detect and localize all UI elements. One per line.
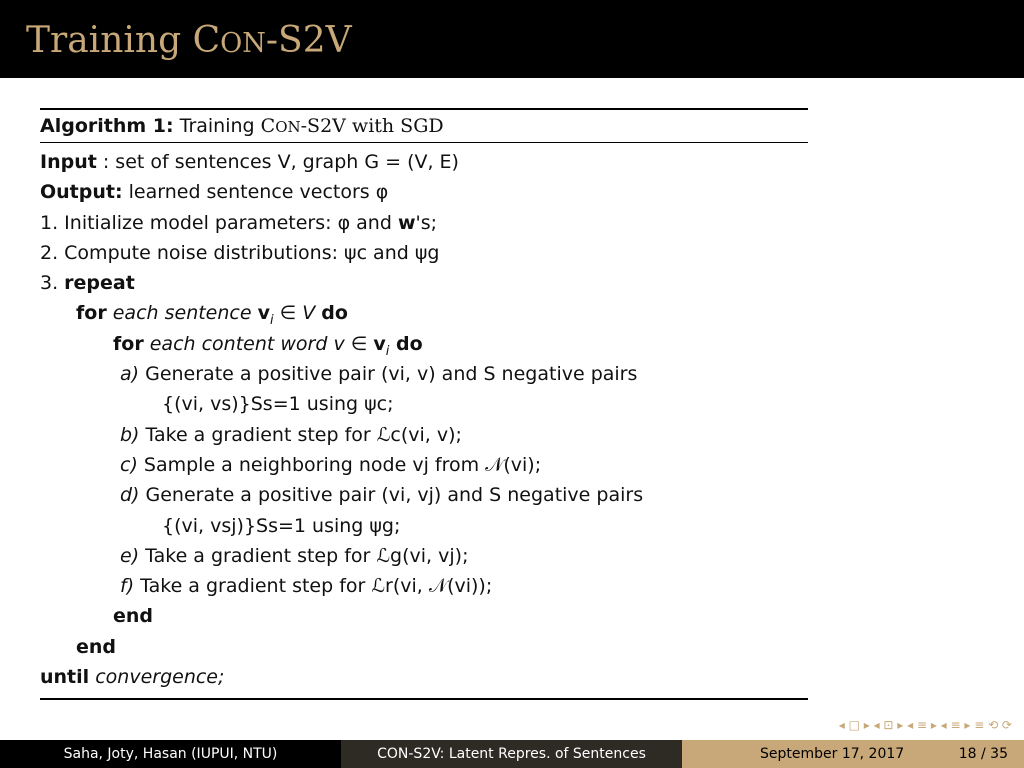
algorithm-caption-rule	[40, 142, 808, 143]
step-b-text: Take a gradient step for ℒc(vi, v);	[139, 423, 462, 446]
algo-step-1	[40, 208, 808, 238]
output-text: learned sentence vectors φ	[122, 181, 389, 204]
step-d-label: d)	[120, 484, 140, 507]
algorithm-box	[40, 108, 808, 700]
for1-keyword: for	[76, 302, 107, 325]
algo-step-c	[40, 450, 808, 480]
title-prefix: Training	[26, 20, 193, 61]
title-sc-on: ON	[220, 28, 266, 59]
beamer-nav-symbols[interactable]: ◂ □ ▸ ◂ ⊡ ▸ ◂ ≡ ▸ ◂ ≡ ▸ ≡ ⟲ ⟳	[838, 718, 1012, 732]
title-sc-C: C	[192, 20, 221, 61]
for1-tail: ∈ V	[273, 302, 322, 325]
for1-body: each sentence	[106, 302, 258, 325]
caption-sc-C: C	[260, 115, 276, 137]
step-d-text: Generate a positive pair (vi, vj) and S negative pairs	[139, 484, 644, 507]
step-b-label: b)	[120, 423, 140, 446]
step-f-text: Take a gradient step for ℒr(vi, 𝒩(vi));	[134, 575, 493, 598]
algo-for-word	[40, 329, 808, 359]
for2-sub: i	[385, 343, 390, 359]
step3-num: 3.	[40, 272, 65, 295]
for1-do: do	[321, 302, 348, 325]
for2-var: v	[373, 332, 386, 355]
algo-step-2: 2. Compute noise distributions: ψc and ψg	[40, 241, 440, 264]
algo-end-outer: end	[76, 635, 117, 658]
repeat-keyword: repeat	[64, 272, 135, 295]
for1-var: v	[257, 302, 270, 325]
step-e-label: e)	[120, 544, 140, 567]
caption-text-prefix: Training	[173, 115, 261, 137]
algo-step-d-cont: {(vi, vsj)}Ss=1 using ψg;	[162, 514, 401, 537]
step1-prefix: 1. Initialize model parameters: φ and	[40, 211, 398, 234]
step-a-text: Generate a positive pair (vi, v) and S negative pairs	[139, 363, 638, 386]
caption-text-suffix: -S2V with SGD	[300, 115, 444, 137]
output-label: Output:	[40, 181, 123, 204]
algo-input-line	[40, 147, 808, 177]
footer-page-number: 18 / 35	[958, 746, 1008, 762]
step-e-text: Take a gradient step for ℒg(vi, vj);	[139, 544, 469, 567]
algo-output-line	[40, 177, 808, 207]
caption-label: Algorithm 1:	[40, 115, 174, 137]
algo-until	[40, 662, 808, 692]
for2-do: do	[389, 332, 423, 355]
algorithm-bottom-rule	[40, 698, 808, 700]
footer-date: September 17, 2017	[760, 746, 905, 762]
algorithm-caption	[40, 110, 808, 142]
algo-step-e	[40, 541, 808, 571]
slide-title	[26, 20, 352, 61]
step-c-label: c)	[120, 453, 138, 476]
title-suffix: -S2V	[265, 20, 352, 61]
until-keyword: until	[40, 666, 90, 689]
input-text: : set of sentences V, graph G = (V, E)	[96, 151, 459, 173]
until-text: convergence;	[89, 666, 225, 689]
step-f-label: f)	[120, 575, 135, 598]
for2-body: each content word v ∈	[143, 332, 374, 355]
step1-suffix: 's;	[415, 211, 438, 234]
algo-end-inner: end	[113, 605, 154, 628]
slide-header	[0, 0, 1024, 78]
algo-step-a	[40, 359, 808, 389]
step1-bold: w	[397, 211, 416, 234]
for1-sub: i	[269, 313, 274, 329]
footer-authors: Saha, Joty, Hasan (IUPUI, NTU)	[0, 740, 341, 768]
footer-short-title: CON-S2V: Latent Repres. of Sentences	[341, 740, 682, 768]
algo-step-3	[40, 268, 808, 298]
step-a-label: a)	[120, 363, 140, 386]
footer-right	[682, 740, 1024, 768]
algo-step-b	[40, 420, 808, 450]
caption-sc-on: ON	[275, 118, 301, 136]
algo-for-sentence	[40, 298, 808, 328]
input-label: Input	[40, 151, 97, 173]
algo-step-a-cont: {(vi, vs)}Ss=1 using ψc;	[162, 393, 394, 416]
algo-step-f	[40, 571, 808, 601]
algo-step-d	[40, 480, 808, 510]
for2-keyword: for	[113, 332, 144, 355]
step-c-text: Sample a neighboring node vj from 𝒩(vi);	[137, 453, 542, 476]
slide-footer	[0, 740, 1024, 768]
